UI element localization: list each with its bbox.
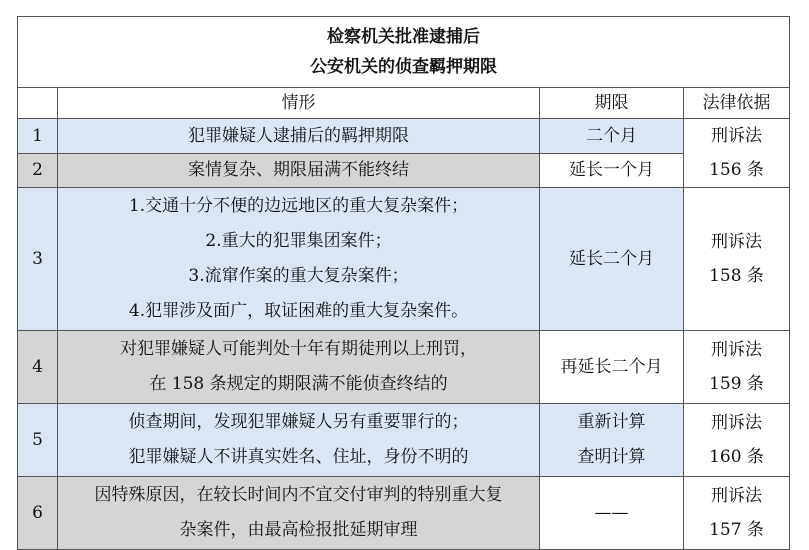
- basis-line-2: 160 条: [709, 447, 764, 467]
- row-situation: [58, 188, 540, 331]
- basis-line-1: 刑诉法: [711, 413, 762, 433]
- row-number: 4: [18, 331, 58, 404]
- header-number: [18, 88, 58, 119]
- row-number: 6: [18, 477, 58, 550]
- situation-line: 2.重大的犯罪集团案件；: [205, 231, 392, 251]
- table-row: [18, 119, 790, 154]
- row-period: 延长二个月: [540, 188, 684, 331]
- table-row: [18, 331, 790, 404]
- basis-line-1: 刑诉法: [711, 486, 762, 506]
- basis-line-2: 157 条: [709, 520, 764, 540]
- basis-line-1: 刑诉法: [711, 126, 762, 146]
- title-line-2: 公安机关的侦查羁押期限: [310, 57, 497, 77]
- row-legal-basis: [684, 188, 790, 331]
- row-situation: [58, 331, 540, 404]
- header-situation: 情形: [58, 88, 540, 119]
- basis-line-2: 159 条: [709, 374, 764, 394]
- situation-line: 对犯罪嫌疑人可能判处十年有期徒刑以上刑罚，: [120, 339, 477, 359]
- period-line: 查明计算: [577, 447, 646, 467]
- situation-line: 因特殊原因，在较长时间内不宜交付审判的特别重大复: [94, 485, 503, 505]
- row-legal-basis: [684, 477, 790, 550]
- row-situation: 案情复杂、期限届满不能终结: [58, 153, 540, 188]
- row-legal-basis: [684, 331, 790, 404]
- situation-line: 4.犯罪涉及面广，取证困难的重大复杂案件。: [128, 301, 469, 321]
- basis-line-2: 156 条: [709, 160, 764, 180]
- row-period: 再延长二个月: [540, 331, 684, 404]
- row-situation: [58, 404, 540, 477]
- situation-line: 犯罪嫌疑人不讲真实姓名、住址，身份不明的: [128, 447, 469, 467]
- row-situation: [58, 477, 540, 550]
- situation-line: 杂案件，由最高检报批延期审理: [179, 520, 418, 540]
- row-number: 3: [18, 188, 58, 331]
- title-line-1: 检察机关批准逮捕后: [327, 27, 480, 47]
- table-row: [18, 153, 790, 188]
- row-period: 二个月: [540, 119, 684, 154]
- detention-period-table: [17, 16, 790, 550]
- basis-line-1: 刑诉法: [711, 340, 762, 360]
- row-legal-basis: [684, 404, 790, 477]
- situation-line: 在 158 条规定的期限满不能侦查终结的: [149, 374, 448, 394]
- situation-line: 1.交通十分不便的边远地区的重大复杂案件；: [128, 196, 469, 216]
- row-number: 5: [18, 404, 58, 477]
- row-number: 1: [18, 119, 58, 154]
- row-period: [540, 404, 684, 477]
- table-row: [18, 188, 790, 331]
- table-row: [18, 404, 790, 477]
- period-line: 重新计算: [577, 412, 646, 432]
- situation-line: 3.流窜作案的重大复杂案件；: [188, 266, 409, 286]
- row-number: 2: [18, 153, 58, 188]
- table-title: [18, 17, 790, 88]
- basis-line-2: 158 条: [709, 266, 764, 286]
- row-situation: 犯罪嫌疑人逮捕后的羁押期限: [58, 119, 540, 154]
- basis-line-1: 刑诉法: [711, 232, 762, 252]
- table-row: [18, 477, 790, 550]
- row-legal-basis: [684, 119, 790, 188]
- header-legal-basis: 法律依据: [684, 88, 790, 119]
- row-period: ——: [540, 477, 684, 550]
- header-period: 期限: [540, 88, 684, 119]
- situation-line: 侦查期间，发现犯罪嫌疑人另有重要罪行的；: [128, 412, 469, 432]
- row-period: 延长一个月: [540, 153, 684, 188]
